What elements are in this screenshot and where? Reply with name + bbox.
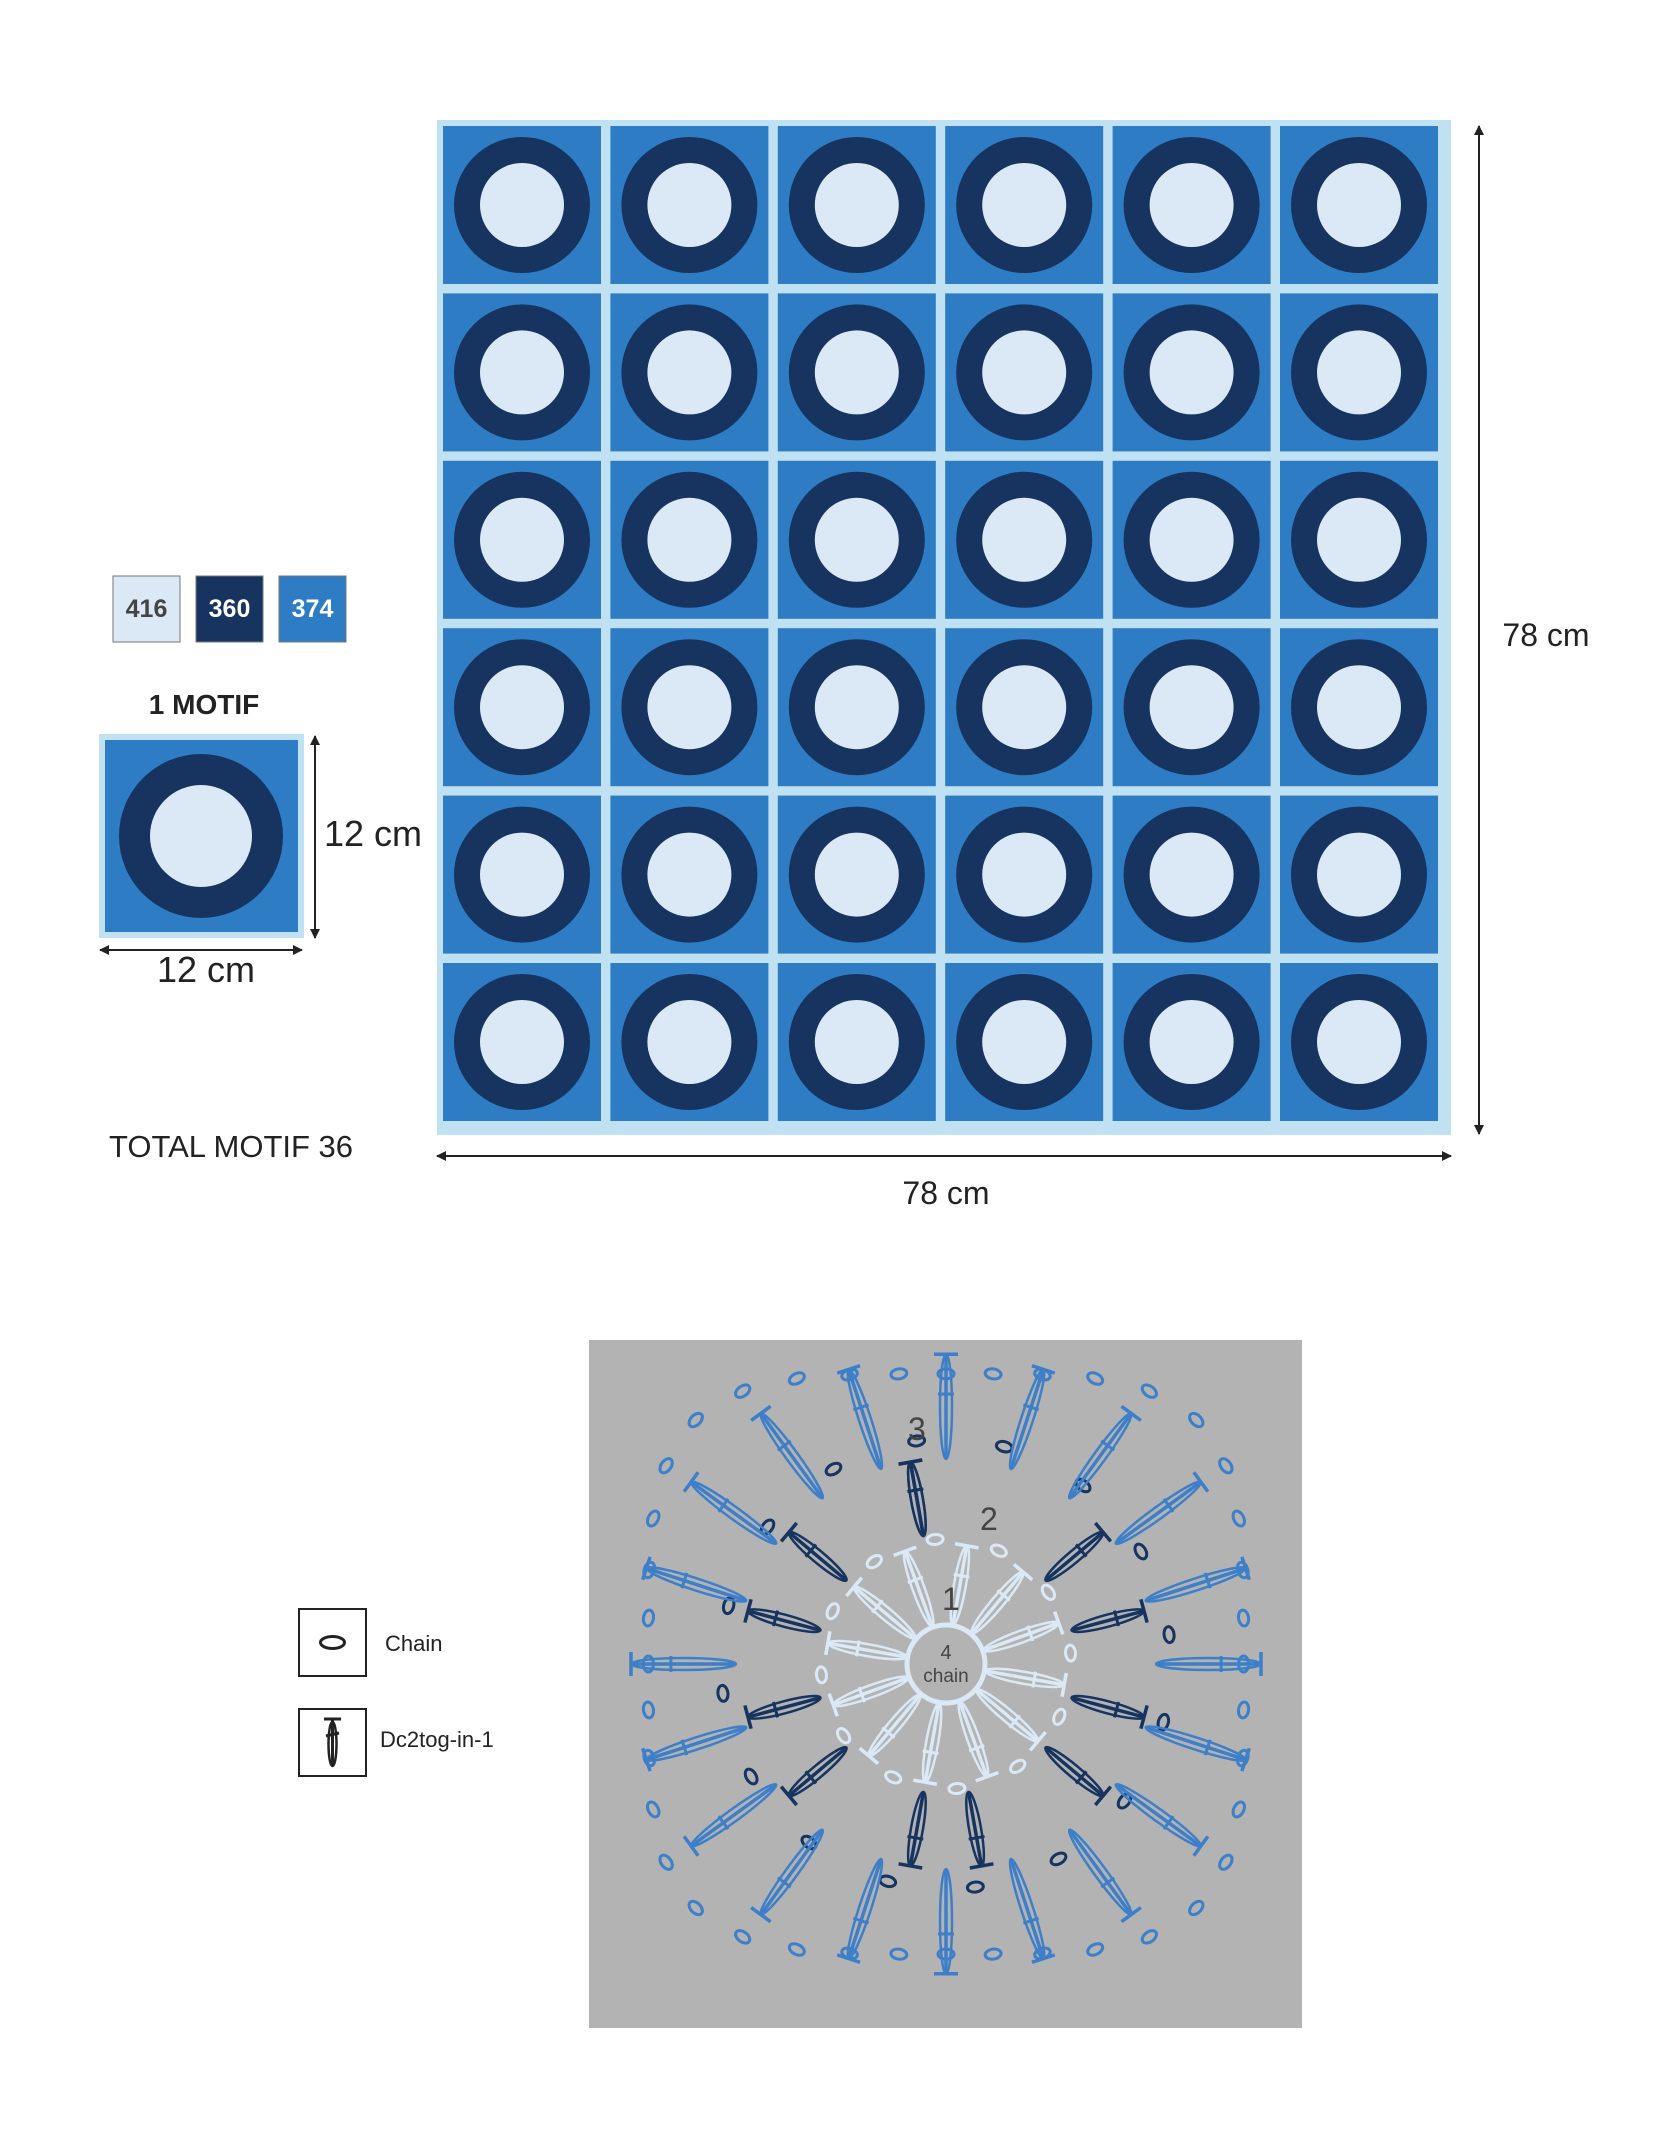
motif-cell-center — [982, 498, 1066, 582]
motif-cell — [610, 628, 768, 786]
motif-cell-center — [480, 330, 564, 414]
motif-cell — [945, 628, 1103, 786]
round-label-3: 3 — [908, 1411, 926, 1447]
motif-cell — [1113, 628, 1271, 786]
motif-cell-center — [480, 163, 564, 247]
motif-cell — [443, 461, 601, 619]
motif-cell — [1113, 796, 1271, 954]
motif-cell — [945, 796, 1103, 954]
round-label-1: 1 — [942, 1581, 960, 1617]
motif-cell — [610, 293, 768, 451]
motif-cell-center — [1150, 163, 1234, 247]
motif-cell — [1280, 796, 1438, 954]
motif-cell-center — [480, 1000, 564, 1084]
motif-cell-center — [647, 1000, 731, 1084]
center-ring-text: chain — [923, 1666, 969, 1687]
motif-height-label: 12 cm — [323, 813, 423, 854]
swatch-code: 360 — [208, 595, 251, 623]
stitch-legend — [299, 1609, 494, 1776]
motif-cell-center — [1317, 163, 1401, 247]
motif-cell-center — [647, 665, 731, 749]
motif-cell — [1280, 126, 1438, 284]
motif-cell — [443, 963, 601, 1121]
motif-cell — [1280, 461, 1438, 619]
motif-cell-center — [815, 1000, 899, 1084]
single-motif-panel — [99, 689, 422, 990]
chain-label: Chain — [385, 1631, 443, 1656]
color-swatch-360 — [196, 576, 263, 642]
motif-cell-center — [1317, 498, 1401, 582]
motif-cell-center — [647, 163, 731, 247]
motif-title: 1 MOTIF — [148, 689, 260, 720]
motif-cell — [610, 796, 768, 954]
color-swatch-374 — [279, 576, 346, 642]
motif-cell-center — [815, 833, 899, 917]
chain-icon — [321, 1637, 345, 1649]
motif-cell — [945, 963, 1103, 1121]
motif-cell — [443, 293, 601, 451]
motif-cell — [778, 461, 936, 619]
motif-center — [150, 785, 252, 887]
total-motif-label: TOTAL MOTIF 36 — [109, 1129, 354, 1164]
swatch-code: 416 — [125, 595, 168, 623]
motif-cell-center — [647, 498, 731, 582]
motif-cell — [1113, 293, 1271, 451]
motif-cell — [778, 126, 936, 284]
motif-cell-center — [1317, 833, 1401, 917]
motif-width-label: 12 cm — [156, 949, 256, 990]
motif-cell — [443, 126, 601, 284]
motif-cell-center — [815, 498, 899, 582]
motif-cell — [1280, 963, 1438, 1121]
motif-cell-center — [647, 330, 731, 414]
motif-cell-center — [480, 833, 564, 917]
motif-cell-center — [1150, 1000, 1234, 1084]
motif-cell — [945, 126, 1103, 284]
motif-cell-center — [1317, 330, 1401, 414]
motif-cell — [1113, 126, 1271, 284]
color-legend — [113, 576, 346, 642]
motif-cell — [443, 628, 601, 786]
motif-cell-center — [1150, 330, 1234, 414]
motif-cell-center — [647, 833, 731, 917]
motif-cell-center — [982, 163, 1066, 247]
motif-cell — [778, 963, 936, 1121]
motif-cell-center — [982, 1000, 1066, 1084]
motif-cell-center — [982, 665, 1066, 749]
motif-cell — [443, 796, 601, 954]
motif-cell — [778, 293, 936, 451]
motif-cell — [1113, 963, 1271, 1121]
blanket-height-label: 78 cm — [1502, 617, 1590, 653]
motif-cell-center — [815, 665, 899, 749]
motif-cell-center — [815, 330, 899, 414]
motif-cell-center — [1150, 833, 1234, 917]
motif-cell — [778, 796, 936, 954]
motif-cell-center — [480, 665, 564, 749]
legend-item-dc2tog — [299, 1709, 494, 1776]
motif-cell-center — [982, 330, 1066, 414]
dc2tog-label: Dc2tog-in-1 — [380, 1727, 494, 1752]
motif-cell — [610, 126, 768, 284]
motif-cell-center — [1150, 498, 1234, 582]
swatch-code: 374 — [291, 595, 334, 623]
motif-cell — [945, 293, 1103, 451]
motif-cell — [610, 461, 768, 619]
dc2tog-icon — [324, 1719, 341, 1766]
motif-cell — [610, 963, 768, 1121]
motif-cell-center — [815, 163, 899, 247]
crochet-chart — [589, 1340, 1302, 2028]
motif-cell-center — [1150, 665, 1234, 749]
motif-cell-center — [1317, 665, 1401, 749]
center-ring-number: 4 — [940, 1642, 952, 1664]
motif-cell — [945, 461, 1103, 619]
motif-cell-center — [480, 498, 564, 582]
legend-item-chain — [299, 1609, 442, 1676]
motif-cell — [1280, 293, 1438, 451]
color-swatch-416 — [113, 576, 180, 642]
motif-cell-center — [982, 833, 1066, 917]
blanket-width-label: 78 cm — [902, 1175, 990, 1211]
motif-cell-center — [1317, 1000, 1401, 1084]
motif-cell — [1113, 461, 1271, 619]
motif-cell — [1280, 628, 1438, 786]
round-label-2: 2 — [980, 1501, 998, 1537]
motif-cell — [778, 628, 936, 786]
blanket-grid — [437, 120, 1451, 1135]
